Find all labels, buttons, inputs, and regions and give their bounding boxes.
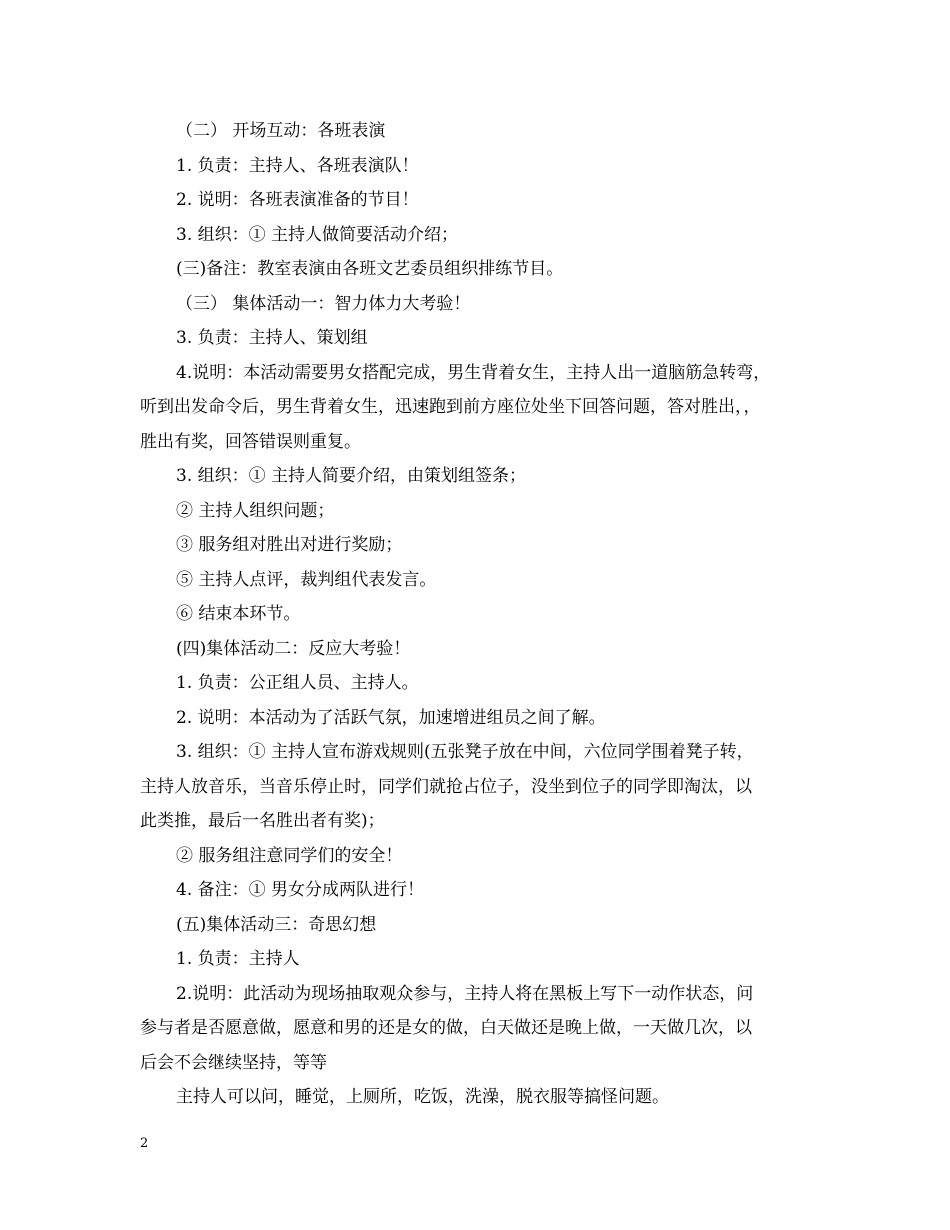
text-line: 听到出发命令后，男生背着女生，迅速跑到前方座位处坐下回答问题，答对胜出，， [140,397,761,417]
page-number: 2 [140,1136,149,1151]
text-line: 3. 组织：① 主持人宣布游戏规则(五张凳子放在中间，六位同学围着凳子转， [176,742,754,762]
text-line: 2. 说明：本活动为了活跃气氛，加速增进组员之间了解。 [176,707,606,728]
text-line: 1. 负责：主持人、各班表演队！ [176,155,419,176]
text-line: (五)集体活动三：奇思幻想 [176,914,377,935]
text-line: 主持人可以问，睡觉，上厕所，吃饭，洗澡，脱衣服等搞怪问题。 [176,1087,669,1107]
text-line: 1. 负责：主持人 [176,949,300,969]
text-line: ② 主持人组织问题； [176,500,335,521]
text-line: （三） 集体活动一：智力体力大考验！ [176,293,471,314]
text-line: 胜出有奖，回答错误则重复。 [140,431,361,452]
text-line: ② 服务组注意同学们的安全！ [176,845,403,866]
text-line: 3. 负责：主持人、策划组 [176,328,368,348]
document-body [140,114,830,1115]
text-line: 2.说明：此活动为现场抽取观众参与，主持人将在黑板上写下一动作状态，问 [176,983,754,1004]
text-line: (三)备注：教室表演由各班文艺委员组织排练节目。 [176,259,564,279]
text-line: 后会不会继续坚持，等等 [140,1052,327,1073]
text-line: 1. 负责：公正组人员、主持人。 [176,673,419,693]
text-line: 4. 备注：① 男女分成两队进行！ [176,880,425,900]
text-line: 参与者是否愿意做，愿意和男的还是女的做，白天做还是晚上做，一天做几次，以 [140,1018,752,1038]
text-line: 2. 说明：各班表演准备的节目！ [176,190,419,210]
text-line: ⑤ 主持人点评，裁判组代表发言。 [176,569,437,590]
text-line: (四)集体活动二：反应大考验！ [176,638,411,659]
text-line: 3. 组织：① 主持人简要介绍，由策划组签条； [176,466,527,486]
text-line: （二） 开场互动：各班表演 [176,121,386,141]
text-line: 3. 组织：① 主持人做简要活动介绍； [176,224,459,245]
text-line: 主持人放音乐，当音乐停止时，同学们就抢占位子，没坐到位子的同学即淘汰，以 [140,776,752,797]
text-line: 此类推，最后一名胜出者有奖)； [140,811,385,831]
text-line: 4.说明：本活动需要男女搭配完成，男生背着女生，主持人出一道脑筋急转弯， [176,362,771,383]
text-line: ③ 服务组对胜出对进行奖励； [176,535,403,555]
text-line: ⑥ 结束本环节。 [176,604,301,624]
